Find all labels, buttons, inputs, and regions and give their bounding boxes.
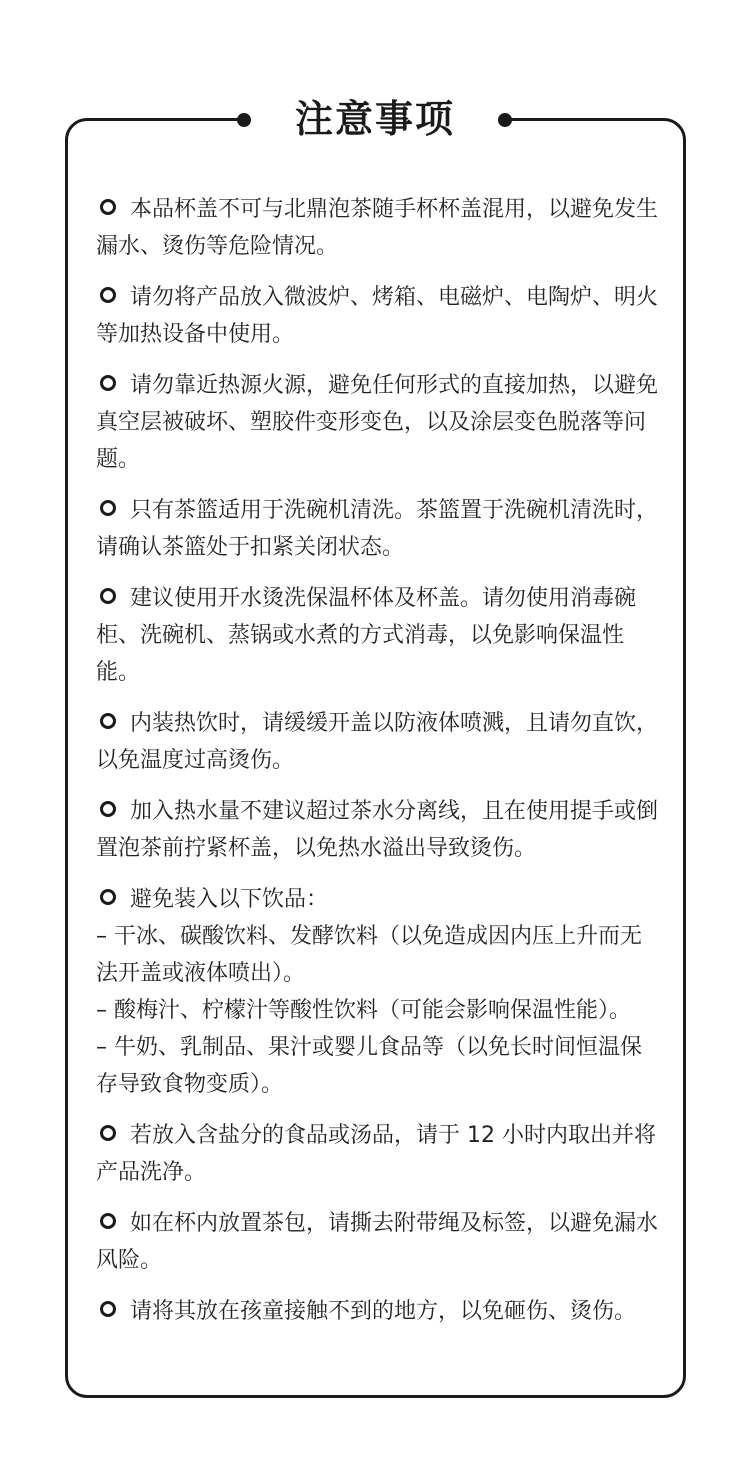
notice-subline: – 干冰、碳酸饮料、发酵饮料（以免造成因内压上升而无法开盖或液体喷出）。 — [96, 924, 642, 986]
title-bar — [0, 93, 750, 145]
notice-item-beverages — [96, 881, 662, 1103]
notice-item — [96, 580, 662, 691]
notice-item — [96, 279, 662, 353]
bullet-circle-icon — [100, 801, 116, 817]
notice-text: 若放入含盐分的食品或汤品，请于 12 小时内取出并将产品洗净。 — [96, 1123, 656, 1185]
notice-text: 避免装入以下饮品： — [130, 887, 329, 912]
notice-text: 只有茶篮适用于洗碗机清洗。茶篮置于洗碗机清洗时，请确认茶篮处于扣紧关闭状态。 — [96, 498, 659, 560]
notice-text: 请勿靠近热源火源，避免任何形式的直接加热，以避免真空层被破坏、塑胶件变形变色，以及涂层变色脱落等问题。 — [96, 373, 659, 472]
bullet-circle-icon — [100, 287, 116, 303]
notice-item — [96, 1293, 662, 1330]
bullet-circle-icon — [100, 588, 116, 604]
notice-text: 加入热水量不建议超过茶水分离线，且在使用提手或倒置泡茶前拧紧杯盖，以免热水溢出导致烫伤。 — [96, 799, 659, 861]
bullet-circle-icon — [100, 889, 116, 905]
notice-text: 如在杯内放置茶包，请撕去附带绳及标签，以避免漏水风险。 — [96, 1211, 659, 1273]
notice-text: 请勿将产品放入微波炉、烤箱、电磁炉、电陶炉、明火等加热设备中使用。 — [96, 285, 659, 347]
bullet-circle-icon — [100, 1213, 116, 1229]
notice-item — [96, 191, 662, 265]
notice-subline: – 酸梅汁、柠檬汁等酸性饮料（可能会影响保温性能）。 — [96, 998, 631, 1023]
title-left-dot-icon — [237, 113, 251, 127]
bullet-circle-icon — [100, 375, 116, 391]
page-title: 注意事项 — [294, 97, 455, 141]
notice-text: 建议使用开水烫洗保温杯体及杯盖。请勿使用消毒碗柜、洗碗机、蒸锅或水煮的方式消毒，以免影响保温性能。 — [96, 586, 637, 685]
notice-subline: – 牛奶、乳制品、果汁或婴儿食品等（以免长时间恒温保存导致食物变质）。 — [96, 1035, 642, 1097]
bullet-circle-icon — [100, 1301, 116, 1317]
notice-text: 内装热饮时，请缓缓开盖以防液体喷溅，且请勿直饮，以免温度过高烫伤。 — [96, 711, 659, 773]
bullet-circle-icon — [100, 713, 116, 729]
title-right-dot-icon — [498, 113, 512, 127]
bullet-circle-icon — [100, 199, 116, 215]
notice-text: 请将其放在孩童接触不到的地方，以免砸伤、烫伤。 — [130, 1299, 637, 1324]
bullet-circle-icon — [100, 500, 116, 516]
notice-item — [96, 1117, 662, 1191]
notice-list — [96, 191, 662, 1344]
notice-item — [96, 793, 662, 867]
notice-text: 本品杯盖不可与北鼎泡茶随手杯杯盖混用，以避免发生漏水、烫伤等危险情况。 — [96, 197, 659, 259]
notice-item — [96, 705, 662, 779]
notice-item — [96, 367, 662, 478]
notice-item — [96, 492, 662, 566]
bullet-circle-icon — [100, 1125, 116, 1141]
notice-item — [96, 1205, 662, 1279]
